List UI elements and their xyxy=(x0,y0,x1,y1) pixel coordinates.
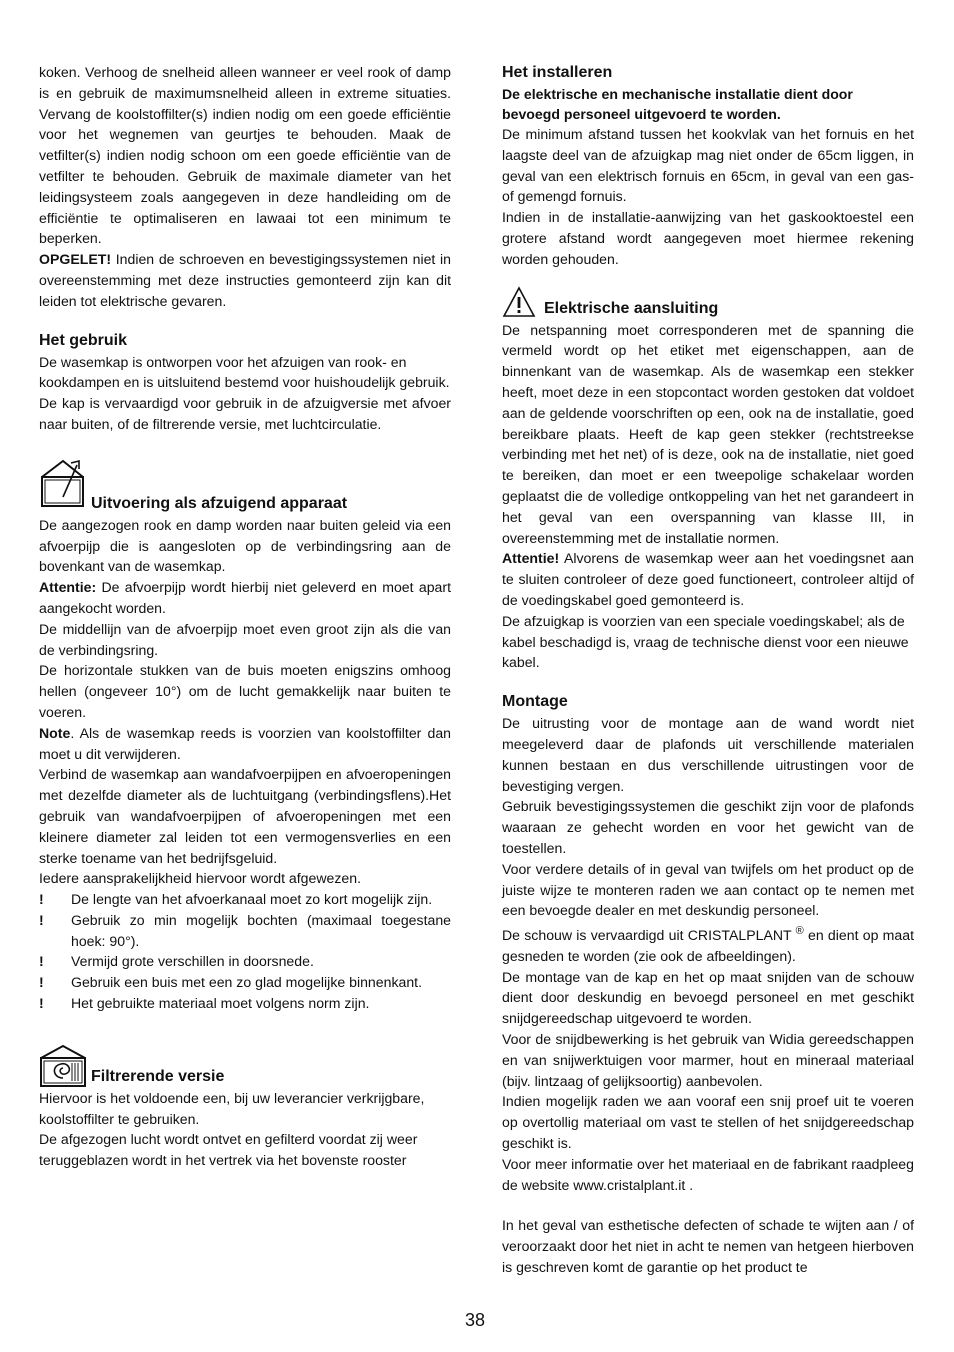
install-paragraph-2: Indien in de installatie-aanwijzing van het gaskooktoestel een grotere afstand wordt aangegeven moet hiermee rekening worden gehouden. xyxy=(502,209,914,267)
mount-paragraph-5: De montage van de kap en het op maat snijden van de schouw dient door deskundig en bevoegd personeel en met geschikt snijdgereedschap uitgevoerd te worden. xyxy=(502,968,914,1027)
mount-paragraph-1: De uitrusting voor de montage aan de wand wordt niet meegeleverd daar de plafonds uit verschillende materialen kunnen bestaan en dus verschillende uitrustingen voor de bevestiging vergen. xyxy=(502,715,914,794)
attention-text: De afvoerpijp wordt hierbij niet geleverd en moet apart aangekocht worden. xyxy=(39,579,451,616)
mount-paragraph-9: In het geval van esthetische defecten of schade te wijten aan / of veroorzaakt door het niet in acht te nemen van hetgeen hierboven is geschreven komt de garantie op het product te xyxy=(502,1217,914,1276)
warning-text: Indien de schroeven en bevestigingssystemen niet in overeenstemming met deze instructies gemonteerd zijn kan dit leiden tot elektrische gevaren. xyxy=(39,251,451,309)
use-paragraph-2: De kap is vervaardigd voor gebruik in de afzuigversie met afvoer naar buiten, of de filtrerende versie, met luchtcirculatie. xyxy=(39,395,451,432)
right-column xyxy=(502,62,914,1278)
exhaust-heading xyxy=(39,457,451,515)
attention-label: Attentie: xyxy=(39,579,97,596)
section-title-install: Het installeren xyxy=(502,64,613,81)
mount-paragraph-7: Indien mogelijk raden we aan vooraf een snij proef uit te voeren op overtollig materiaal om vast te stellen of het snijdgereedschap geschikt is. xyxy=(502,1093,914,1152)
exhaust-paragraph-3: De horizontale stukken van de buis moeten enigszins omhoog hellen (ongeveer 10°) om de lucht gemakkelijk naar buiten te voeren. xyxy=(39,662,451,720)
install-paragraph-1: De minimum afstand tussen het kookvlak van het fornuis en het laagste deel van de afzuigkap mag niet onder de 65cm liggen, in geval van een elektrisch fornuis en 65cm, in geval van een gas- of gemengd fornuis. xyxy=(502,126,914,205)
exhaust-house-icon xyxy=(39,457,87,509)
list-item: ! Vermijd grote verschillen in doorsnede. xyxy=(39,951,451,972)
section-title-use: Het gebruik xyxy=(39,331,128,349)
note-label: Note xyxy=(39,724,71,741)
warning-triangle-icon xyxy=(502,286,536,318)
filter-paragraph-1: Hiervoor is het voldoende een, bij uw leverancier verkrijgbare, koolstoffilter te gebruiken. xyxy=(39,1089,425,1127)
attention-paragraph xyxy=(39,577,451,619)
note-text: . Als de wasemkap reeds is voorzien van koolstoffilter dan moet u dit verwijderen. xyxy=(39,724,451,762)
list-item: ! Gebruik zo min mogelijk bochten (maximaal toegestane hoek: 90°). xyxy=(39,911,451,949)
bullet-mark: ! xyxy=(39,995,44,1012)
note-paragraph xyxy=(39,723,451,765)
list-item: ! De lengte van het afvoerkanaal moet zo kort mogelijk zijn. xyxy=(39,889,451,910)
electric-attention-paragraph xyxy=(502,548,914,610)
mount-paragraph-2: Gebruik bevestigingssystemen die geschikt zijn voor de plafonds waaraan ze gehecht worden en voor het gewicht van de toestellen. xyxy=(502,798,914,856)
registered-mark: ® xyxy=(795,925,804,938)
bullet-mark: ! xyxy=(39,911,44,928)
exhaust-paragraph-2: De middellijn van de afvoerpijp moet even groot zijn als die van de verbindingsring. xyxy=(39,620,451,658)
electric-paragraph-2: De afzuigkap is voorzien van een speciale voedingskabel; als de kabel beschadigd is, vraag de technische dienst voor een nieuwe kabel. xyxy=(502,612,909,671)
exhaust-paragraph-4: Verbind de wasemkap aan wandafvoerpijpen en afvoeropeningen met dezelfde diameter als de luchtuitgang (verbindingsflens).Het gebruik van wandafvoerpijpen of afvoeropeningen met een kleinere diameter zal leiden tot een vermogensverlies en een sterke toename van het bedrijfsgeluid. xyxy=(39,766,451,866)
warning-paragraph xyxy=(39,249,451,311)
mount-paragraph-6: Voor de snijdbewerking is het gebruik van Widia gereedschappen en van snijwerktuigen voor marmer, hout en mineraal materiaal (bijv. lintzaag of gelijksoortig) aanbevolen. xyxy=(502,1031,914,1089)
mount-paragraph-4: De schouw is vervaardigd uit CRISTALPLANT ® en dient op maat gesneden te worden (zie ook de afbeeldingen). xyxy=(502,925,914,964)
list-item: ! Gebruik een buis met een zo glad mogelijke binnenkant. xyxy=(39,972,451,993)
page-number: 38 xyxy=(465,1310,486,1330)
filter-paragraph-2: De afgezogen lucht wordt ontvet en gefilterd voordat zij weer teruggeblazen wordt in het vertrek via het bovenste rooster xyxy=(39,1131,418,1169)
list-item: ! Het gebruikte materiaal moet volgens norm zijn. xyxy=(39,993,451,1014)
section-title-filter: Filtrerende versie xyxy=(91,1067,225,1085)
electric-paragraph-1: De netspanning moet corresponderen met de spanning die vermeld wordt op het etiket met eigenschappen, aan de binnenkant van de wasemkap. Als de wasemkap een stekker heeft, moet deze in een stopcontact worden gestoken dat voldoet aan de geldende voorschriften op een, ook na de installatie, goed bereikbare plaats. Heeft de kap geen stekker (rechtstreekse verbinding met het net) of is deze, ook na de installatie, niet goed te bereiken, dan moet er een tweepolige schakelaar worden geplaatst die de volledige ontkoppeling van het net garandeert in het geval van een overspanning van klasse III, in overeenstemming met de installatie normen. xyxy=(502,321,914,546)
section-title-mount: Montage xyxy=(502,693,568,711)
exhaust-paragraph-5: Iedere aansprakelijkheid hiervoor wordt afgewezen. xyxy=(39,870,361,887)
bullet-mark: ! xyxy=(39,891,44,908)
section-title-electric: Elektrische aansluiting xyxy=(544,299,719,317)
electric-heading xyxy=(502,286,914,320)
bullet-mark: ! xyxy=(39,953,44,970)
left-column xyxy=(39,62,451,1171)
mount-paragraph-3: Voor verdere details of in geval van twijfels om het product op de juiste wijze te monteren raden we aan contact op te nemen met een bevoegde dealer en met deskundig personeel. xyxy=(502,860,914,919)
electric-attention-text: Alvorens de wasemkap weer aan het voedingsnet aan te sluiten controleer of deze goed functioneert, controleer altijd of de voedingskabel goed gemonteerd is. xyxy=(502,550,914,608)
exhaust-bullet-list xyxy=(39,889,451,1014)
use-paragraph-1: De wasemkap is ontworpen voor het afzuigen van rook- en kookdampen en is uitsluitend bestemd voor huishoudelijk gebruik. xyxy=(39,353,450,391)
intro-paragraph: koken. Verhoog de snelheid alleen wanneer er veel rook of damp is en gebruik de maximumsnelheid alleen in extreme situaties. Vervang de koolstoffilter(s) indien nodig om een goede efficiëntie voor het wegnemen van geurtjes te behouden. Maak de vetfilter(s) indien nodig schoon om een goede efficiëntie van de vetfilter te behouden. Gebruik de maximale diameter van het leidingsysteem zoals aangegeven in deze handleiding om de efficiëntie te optimaliseren en lawaai tot een minimum te beperken. xyxy=(39,64,451,247)
section-title-exhaust: Uitvoering als afzuigend apparaat xyxy=(91,494,348,512)
warning-label: OPGELET! xyxy=(39,251,112,268)
electric-attention-label: Attentie! xyxy=(502,550,560,567)
exhaust-paragraph-1: De aangezogen rook en damp worden naar buiten geleid via een afvoerpijp die is aangesloten op de verbindingsring aan de bovenkant van de wasemkap. xyxy=(39,516,451,575)
bullet-mark: ! xyxy=(39,974,44,991)
filter-heading xyxy=(39,1044,451,1088)
install-bold-intro: De elektrische en mechanische installatie dient door bevoegd personeel uitgevoerd te worden. xyxy=(502,86,853,122)
filter-recirculation-icon xyxy=(39,1044,87,1088)
mount-paragraph-8: Voor meer informatie over het materiaal en de fabrikant raadpleeg de website www.cristalplant.it . xyxy=(502,1155,914,1193)
